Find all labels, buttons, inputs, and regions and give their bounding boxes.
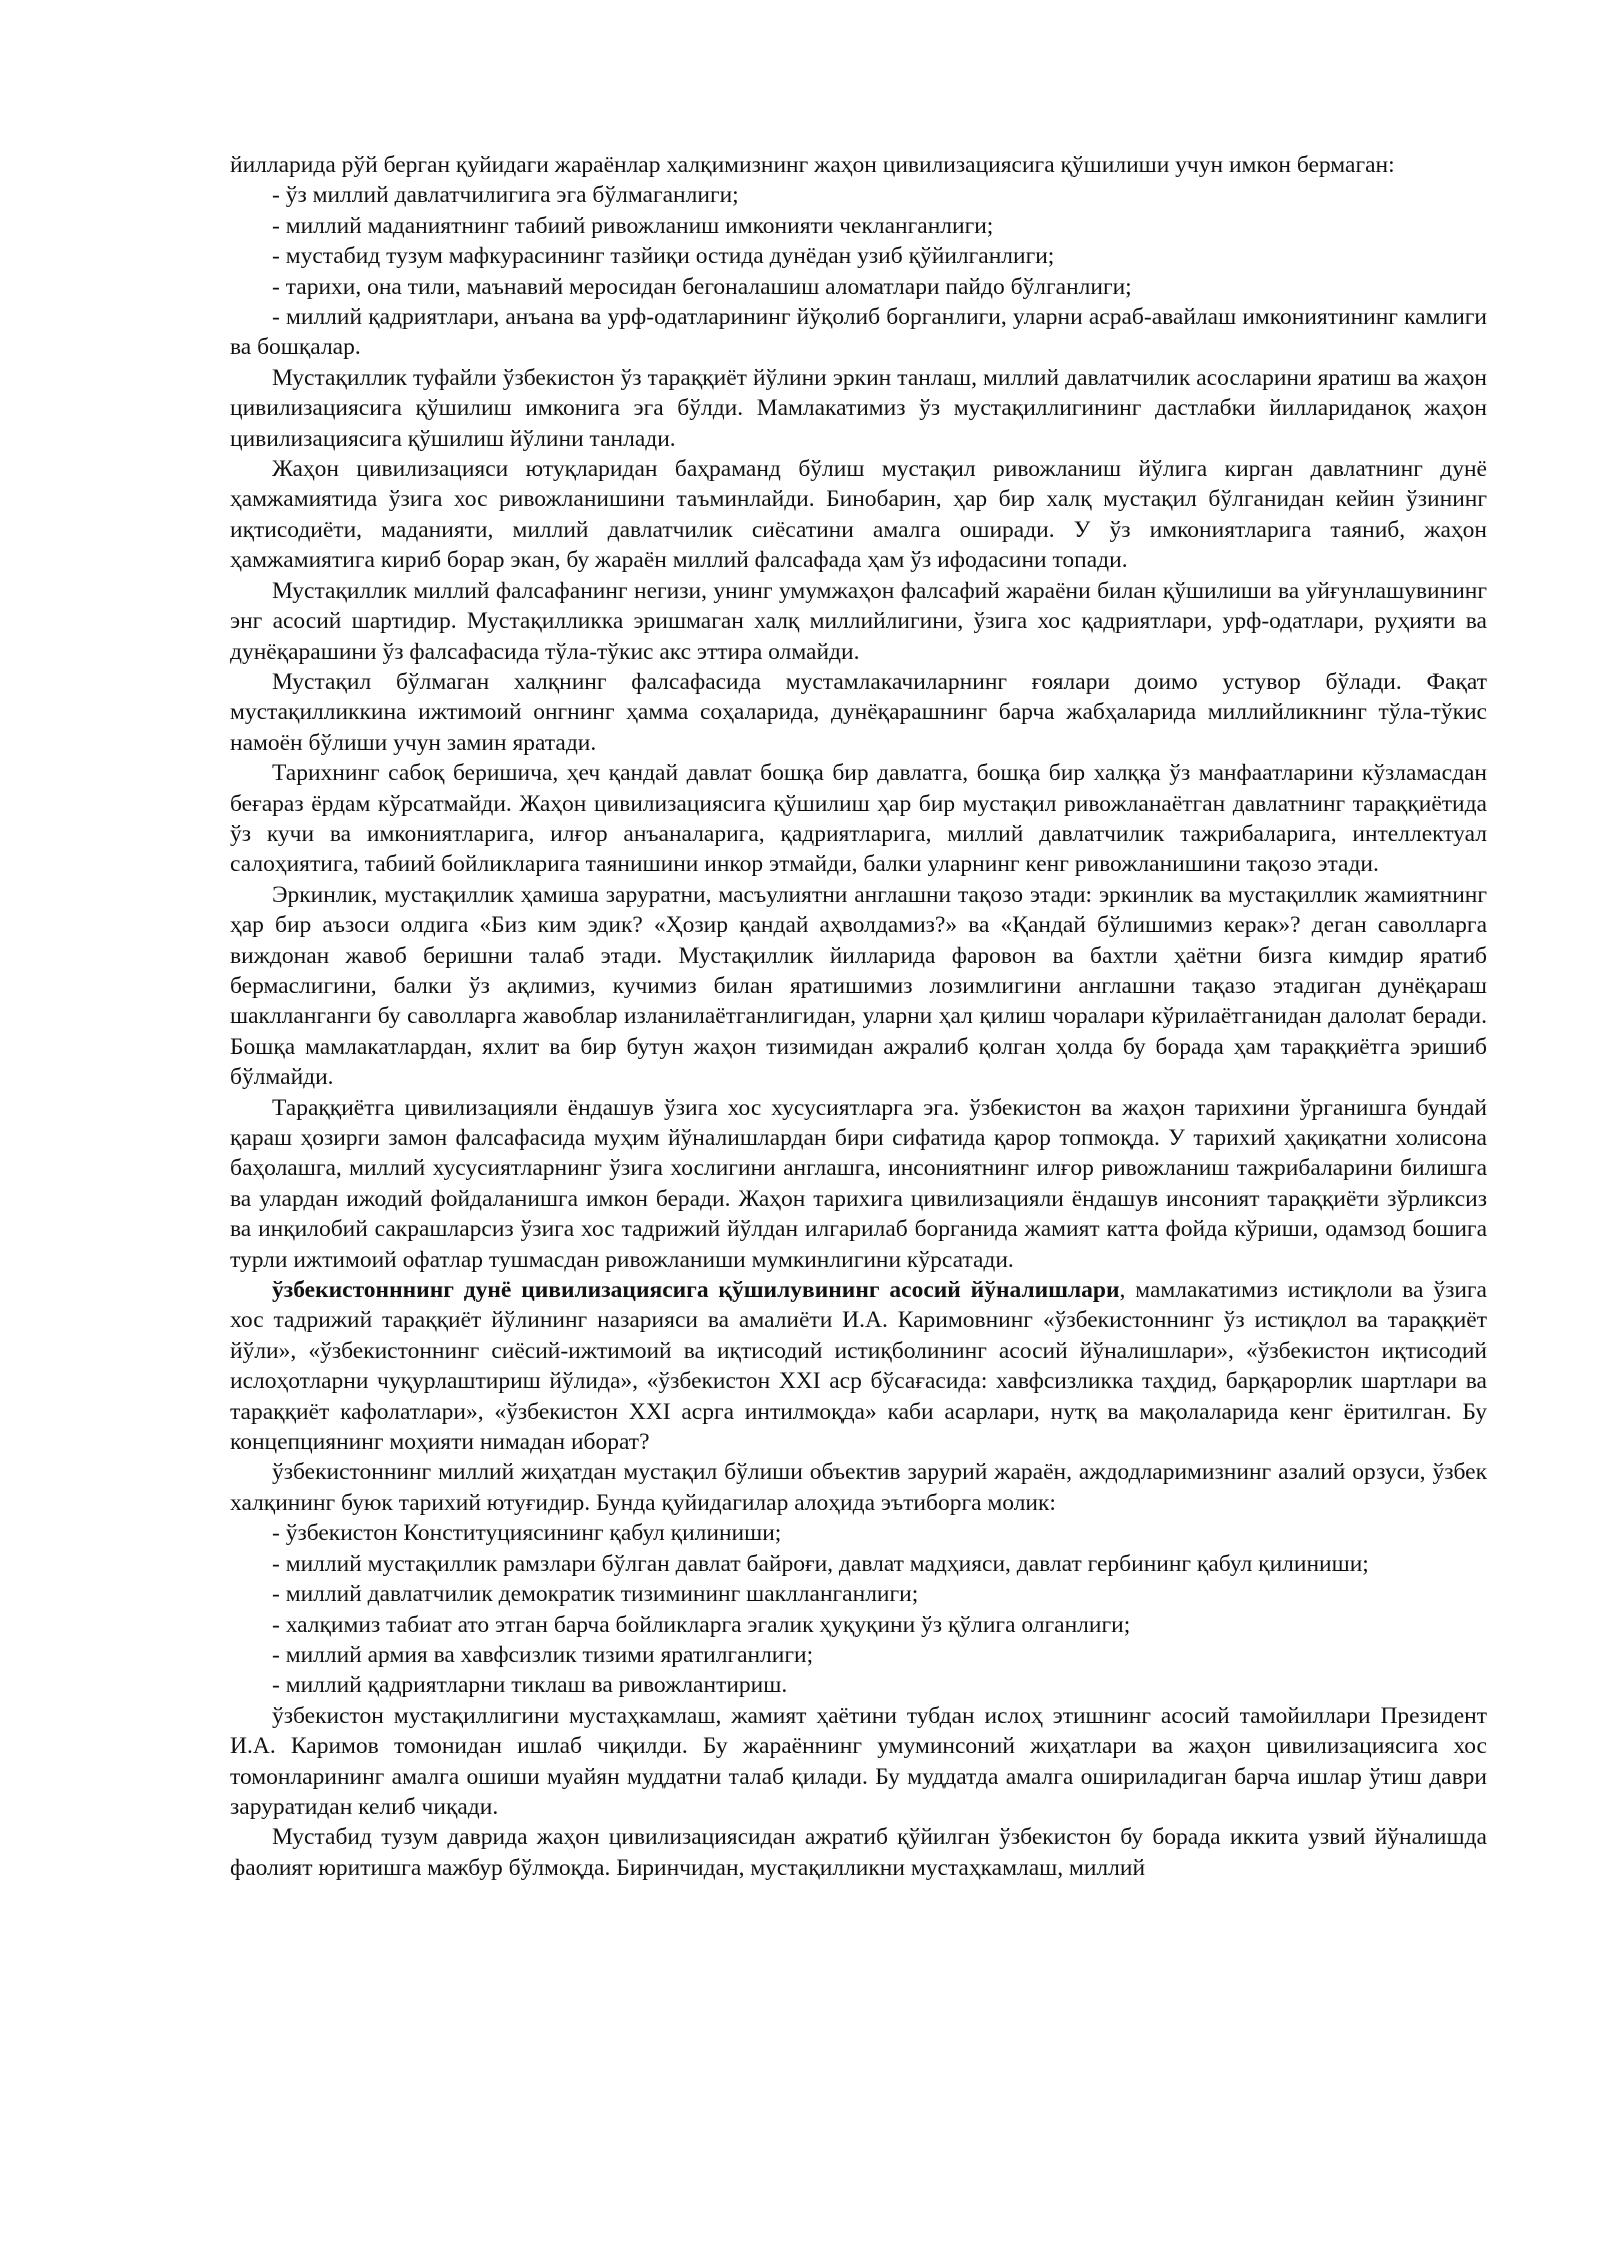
paragraph: Жаҳон цивилизацияси ютуқларидан баҳраманд бўлиш мустақил ривожланиш йўлига кирган давлатнинг дунё ҳамжамиятида ўзига хос ривожланишини таъминлайди. Бинобарин, ҳар бир халқ мустақил бўлганидан кейин ўзининг иқтисодиёти, маданияти, миллий давлатчилик сиёсатини амалга оширади. У ўз имкониятларига таяниб, жаҳон ҳамжамиятига кириб борар экан, бу жараён миллий фалсафада ҳам ўз ифодасини топади. — [230, 456, 1487, 574]
list-item: - ўзбекистон Конституциясининг қабул қилиниши; — [272, 1520, 782, 1547]
list-item: - мустабид тузум мафкурасининг тазйиқи остида дунёдан узиб қўйилганлиги; — [272, 243, 1055, 270]
list-item: - миллий армия ва хавфсизлик тизими яратилганлиги; — [272, 1641, 814, 1668]
list-item: - миллий давлатчилик демократик тизимининг шаклланганлиги; — [272, 1581, 919, 1608]
list-item: - миллий қадриятлари, анъана ва урф-одатларининг йўқолиб борганлиги, уларни асраб-авайлаш имкониятининг камлиги ва бошқалар. — [230, 304, 1487, 361]
paragraph: Мустақиллик туфайли ўзбекистон ўз тараққиёт йўлини эркин танлаш, миллий давлатчилик асосларини яратиш ва жаҳон цивилизациясига қўшилиш имконига эга бўлди. Мамлакатимиз ўз мустақиллигининг дастлабки йиллариданоқ жаҳон цивилизациясига қўшилиш йўлини танлади. — [230, 364, 1487, 452]
paragraph-text: , мамлакатимиз истиқлоли ва ўзига хос тадрижий тараққиёт йўлининг назарияси ва амалиёти И.А. Каримовнинг «ўзбекистоннинг ўз истиқлол ва тараққиёт йўли», «ўзбекистоннинг сиёсий-ижтимоий ва иқтисодий истиқболининг асосий йўналишлари», «ўзбекистон иқтисодий ислоҳотларни чуқурлаштириш йўлида», «ўзбекистон XXI аср бўсағасида: хавфсизликка таҳдид, барқарорлик шартлари ва тараққиёт кафолатлари», «ўзбекистон XXI асрга интилмоқда» каби асарлари, нутқ ва мақолаларида кенг ёритилган. Бу концепциянинг моҳияти нимадан иборат? — [230, 1277, 1487, 1456]
paragraph: Тарихнинг сабоқ беришича, ҳеч қандай давлат бошқа бир давлатга, бошқа бир халққа ўз манфаатларини кўзламасдан беғараз ёрдам кўрсатмайди. Жаҳон цивилизациясига қўшилиш ҳар бир мустақил ривожланаётган давлатнинг тараққиётида ўз кучи ва имкониятларига, илғор анъаналарига, қадриятларига, миллий давлатчилик тажрибаларига, интеллектуал салоҳиятига, табиий бойликларига таянишини инкор этмайди, балки уларнинг кенг ривожланишини тақозо этади. — [230, 760, 1487, 878]
document-page — [230, 150, 1487, 1883]
paragraph: Тараққиётга цивилизацияли ёндашув ўзига хос хусусиятларга эга. ўзбекистон ва жаҳон тарихини ўрганишга бундай қараш ҳозирги замон фалсафасида муҳим йўналишлардан бири сифатида қарор топмоқда. У тарихий ҳақиқатни холисона баҳолашга, миллий хусусиятларнинг ўзига хослигини англашга, инсониятнинг илғор ривожланиш тажрибаларини билишга ва улардан ижодий фойдаланишга имкон беради. Жаҳон тарихига цивилизацияли ёндашув инсоният тараққиёти зўрликсиз ва инқилобий сакрашларсиз ўзига хос тадрижий йўлдан илгарилаб борганида жамият катта фойда кўриши, одамзод бошига турли ижтимоий офатлар тушмасдан ривожланиши мумкинлигини кўрсатади. — [230, 1094, 1487, 1273]
paragraph: Мустабид тузум даврида жаҳон цивилизациясидан ажратиб қўйилган ўзбекистон бу борада иккита узвий йўналишда фаолият юритишга мажбур бўлмоқда. Биринчидан, мустақилликни мустаҳкамлаш, миллий — [230, 1824, 1487, 1881]
paragraph: Эркинлик, мустақиллик ҳамиша заруратни, масъулиятни англашни тақозо этади: эркинлик ва мустақиллик жамиятнинг ҳар бир аъзоси олдига «Биз ким эдик? «Ҳозир қандай аҳволдамиз?» ва «Қандай бўлишимиз керак»? деган саволларга виждонан жавоб беришни талаб этади. Мустақиллик йилларида фаровон ва бахтли ҳаётни бизга кимдир яратиб бермаслигини, балки ўз ақлимиз, кучимиз билан яратишимиз лозимлигини англашни тақазо этадиган дунёқараш шаклланганги бу саволларга жавоблар изланилаётганлигидан, уларни ҳал қилиш чоралари кўрилаётганидан далолат беради. Бошқа мамлакатлардан, яхлит ва бир бутун жаҳон тизимидан ажралиб қолган ҳолда бу борада ҳам тараққиётга эришиб бўлмайди. — [230, 881, 1487, 1091]
list-item: - тарихи, она тили, маънавий меросидан бегоналашиш аломатлари пайдо бўлганлиги; — [272, 273, 1132, 300]
paragraph: ўзбекистон мустақиллигини мустаҳкамлаш, жамият ҳаётини тубдан ислоҳ этишнинг асосий тамойиллари Президент И.А. Каримов томонидан ишлаб чиқилди. Бу жараённинг умуминсоний жиҳатлари ва жаҳон цивилизациясига хос томонларининг амалга ошиши муайян муддатни талаб қилади. Бу муддатда амалга ошириладиган барча ишлар ўтиш даври заруратидан келиб чиқади. — [230, 1702, 1487, 1820]
list-item: - миллий қадриятларни тиклаш ва ривожлантириш. — [272, 1672, 788, 1699]
paragraph: Мустақиллик миллий фалсафанинг негизи, унинг умумжаҳон фалсафий жараёни билан қўшилиши ва уйғунлашувининг энг асосий шартидир. Мустақилликка эришмаган халқ миллийлигини, ўзига хос қадриятлари, урф-одатлари, руҳияти ва дунёқарашини ўз фалсафасида тўла-тўкис акс эттира олмайди. — [230, 577, 1487, 665]
list-item: - ўз миллий давлатчилигига эга бўлмаганлиги; — [272, 182, 739, 209]
paragraph: Мустақил бўлмаган халқнинг фалсафасида мустамлакачиларнинг ғоялари доимо устувор бўлади. Фақат мустақилликкина ижтимоий онгнинг ҳамма соҳаларида, дунёқарашнинг барча жабҳаларида миллийликнинг тўла-тўкис намоён бўлиши учун замин яратади. — [230, 668, 1487, 756]
paragraph: ўзбекистоннинг миллий жиҳатдан мустақил бўлиши объектив зарурий жараён, аждодларимизнинг азалий орзуси, ўзбек халқининг буюк тарихий ютуғидир. Бунда қуйидагилар алоҳида эътиборга молик: — [230, 1459, 1487, 1516]
paragraph-continuation: йилларида рўй берган қуйидаги жараёнлар халқимизнинг жаҳон цивилизациясига қўшилиши учун имкон бермаган: — [230, 152, 1395, 178]
list-item: - миллий маданиятнинг табиий ривожланиш имконияти чекланганлиги; — [272, 212, 994, 239]
list-item: - миллий мустақиллик рамзлари бўлган давлат байроғи, давлат мадҳияси, давлат гербининг қабул қилиниши; — [272, 1550, 1369, 1577]
paragraph-bold-lead — [230, 1275, 1487, 1457]
bold-heading-phrase: ўзбекистонннинг дунё цивилизациясига қўшилувининг асосий йўналишлари — [272, 1277, 1120, 1304]
list-item: - халқимиз табиат ато этган барча бойликларга эгалик ҳуқуқини ўз қўлига олганлиги; — [272, 1611, 1131, 1638]
